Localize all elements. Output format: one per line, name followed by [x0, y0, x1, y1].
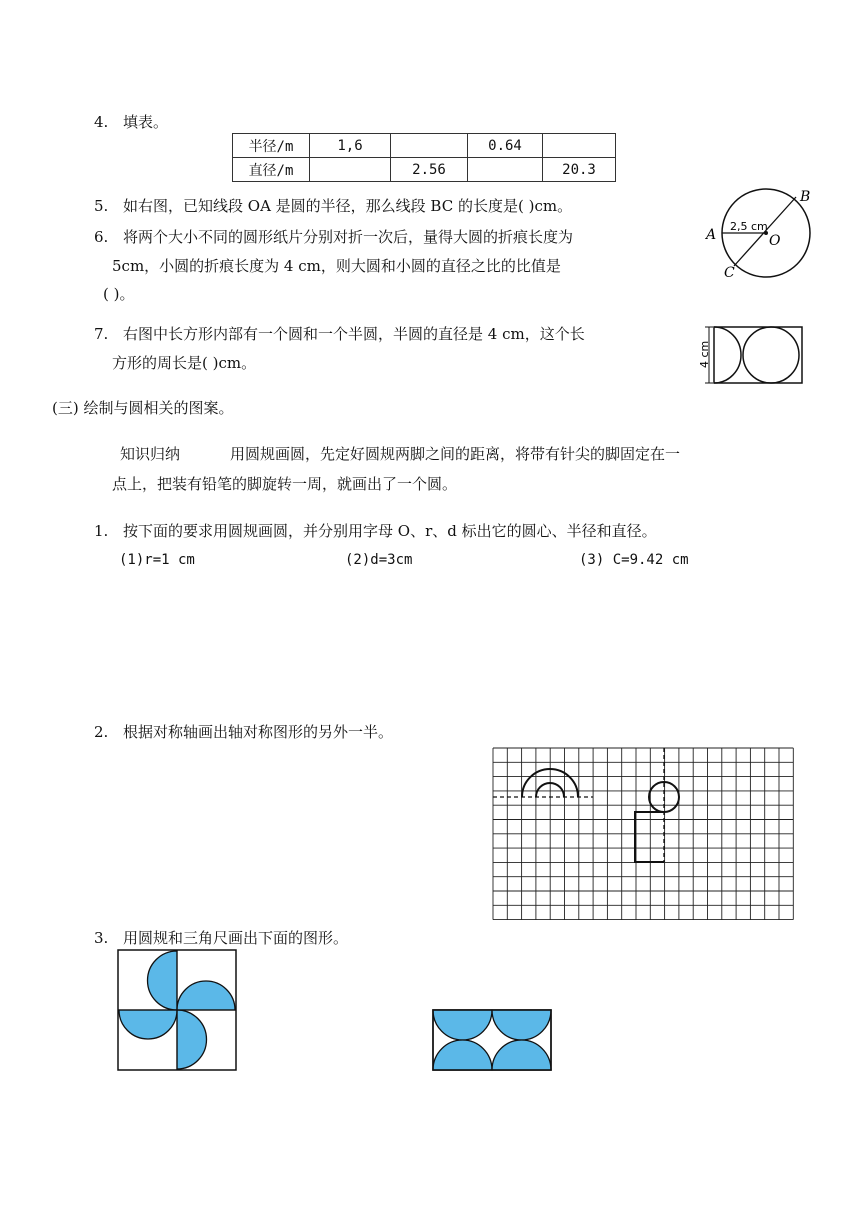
- knowledge-line2: 点上，把装有铅笔的脚旋转一周，就画出了一个圆。: [112, 475, 458, 493]
- q7-line1: 右图中长方形内部有一个圆和一个半圆，半圆的直径是 4 cm，这个长: [123, 325, 585, 343]
- p2-text: 根据对称轴画出轴对称图形的另外一半。: [123, 723, 394, 741]
- rectangle: [714, 327, 802, 383]
- q6-line1: 将两个大小不同的圆形纸片分别对折一次后，量得大圆的折痕长度为: [123, 228, 574, 246]
- p1-item-3: (3) C=9.42 cm: [579, 552, 689, 568]
- table-cell: [391, 134, 468, 158]
- p3-number: 3.: [94, 929, 109, 947]
- q5-text: 如右图，已知线段 OA 是圆的半径，那么线段 BC 的长度是( )cm。: [123, 197, 573, 215]
- scallop-rectangle-figure: [431, 1008, 555, 1072]
- q6-line2: 5cm，小圆的折痕长度为 4 cm，则大圆和小圆的直径之比的比值是: [112, 257, 561, 275]
- table-cell: 20.3: [543, 158, 616, 182]
- p1-text: 按下面的要求用圆规画圆，并分别用字母 O、r、d 标出它的圆心、半径和直径。: [123, 522, 657, 540]
- q7-line2: 方形的周长是( )cm。: [112, 354, 257, 372]
- table-cell: [468, 158, 543, 182]
- p1-item-1: (1)r=1 cm: [119, 552, 195, 568]
- p1-number: 1.: [94, 522, 109, 540]
- q6-number: 6.: [94, 228, 109, 246]
- label-a: A: [706, 227, 717, 243]
- symmetry-grid: [488, 744, 808, 918]
- p1-item-2: (2)d=3cm: [345, 552, 413, 568]
- table-cell: [543, 134, 616, 158]
- radius-label: 2,5 cm: [730, 220, 768, 233]
- table-cell: 1,6: [310, 134, 391, 158]
- q4-number: 4.: [94, 113, 109, 131]
- label-c: C: [724, 265, 735, 281]
- q4-text: 填表。: [123, 113, 169, 131]
- p2-number: 2.: [94, 723, 109, 741]
- q6-line3: ( )。: [103, 285, 135, 303]
- knowledge-label: 知识归纳: [120, 445, 181, 463]
- q7-number: 7.: [94, 325, 109, 343]
- semicircle: [714, 327, 741, 383]
- pinwheel-figure: [116, 948, 240, 1074]
- label-b: B: [800, 189, 811, 205]
- table-row-label: 直径/m: [233, 158, 310, 182]
- q5-circle-figure: [700, 182, 825, 282]
- p3-text: 用圆规和三角尺画出下面的图形。: [123, 929, 349, 947]
- q5-number: 5.: [94, 197, 109, 215]
- table-row-label: 半径/m: [233, 134, 310, 158]
- table-row-radius: [233, 134, 616, 158]
- table-cell: 2.56: [391, 158, 468, 182]
- table-cell: [310, 158, 391, 182]
- grid-lines: [493, 748, 793, 920]
- label-o: O: [769, 233, 781, 249]
- radius-diameter-table: [232, 133, 616, 182]
- q7-rectangle-figure: [700, 322, 810, 390]
- section3-title: (三) 绘制与圆相关的图案。: [52, 399, 234, 417]
- inner-circle: [743, 327, 799, 383]
- table-row-diameter: [233, 158, 616, 182]
- table-cell: 0.64: [468, 134, 543, 158]
- knowledge-line1: 用圆规画圆，先定好圆规两脚之间的距离，将带有针尖的脚固定在一: [230, 445, 681, 463]
- height-label: 4 cm: [698, 340, 711, 368]
